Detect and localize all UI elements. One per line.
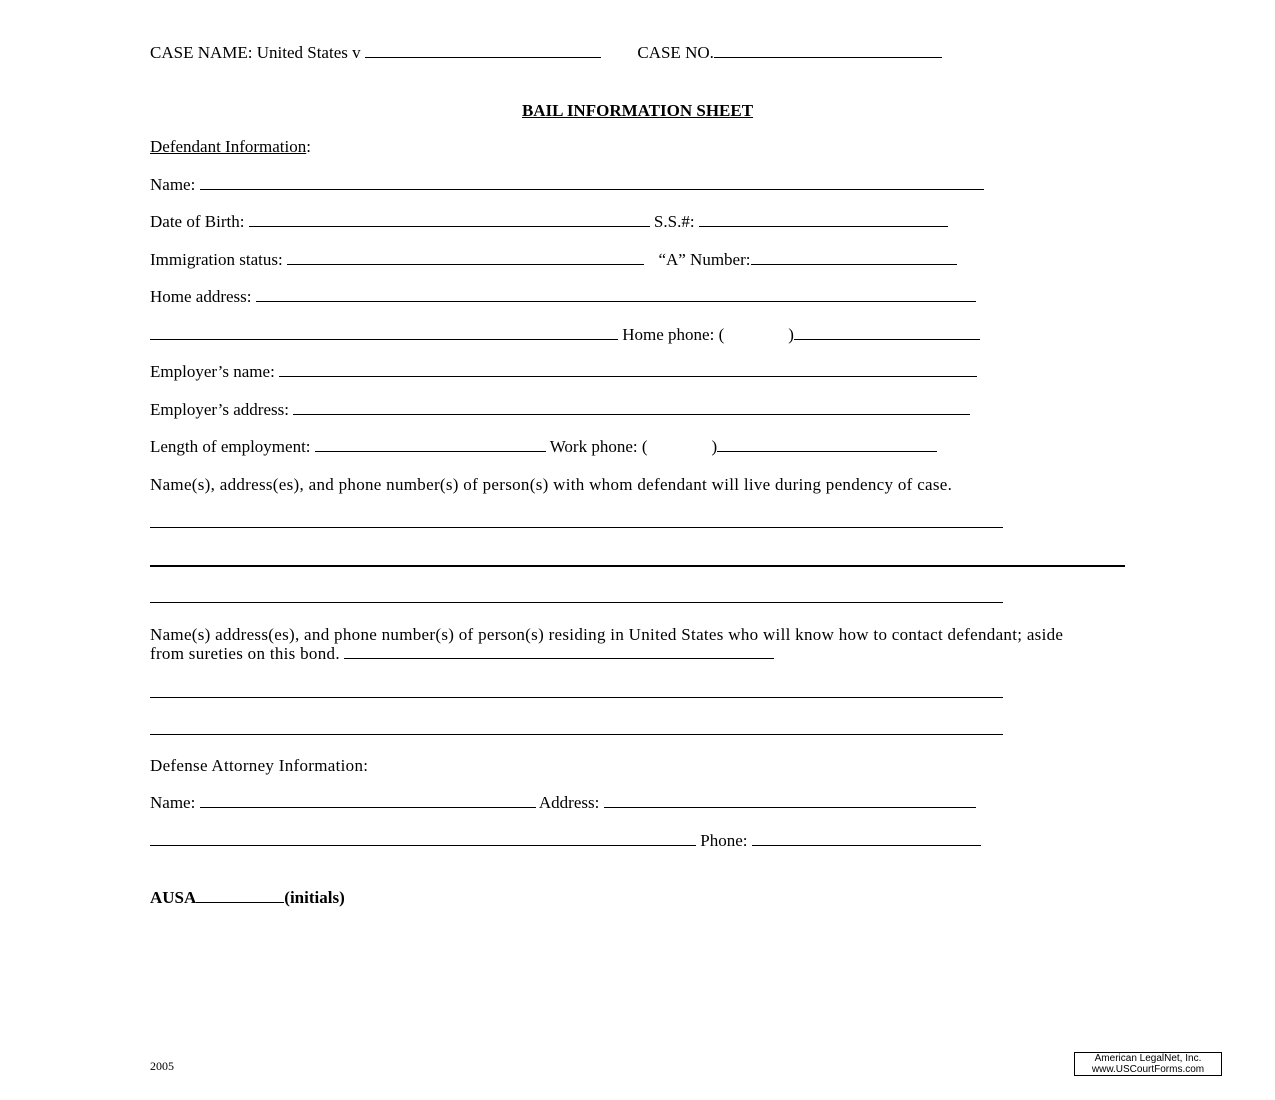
ssn-field[interactable] (699, 212, 948, 227)
immigration-field[interactable] (287, 250, 644, 265)
work-phone-close-paren: ) (711, 437, 718, 456)
case-no-label: CASE NO. (637, 43, 714, 62)
live-with-line-3[interactable] (150, 602, 1003, 603)
case-name-label: CASE NAME: United States v (150, 43, 361, 62)
contact-line-1[interactable] (150, 697, 1003, 698)
employer-address-field[interactable] (293, 400, 970, 415)
ausa-initials-label: (initials) (284, 888, 345, 907)
immigration-label: Immigration status: (150, 250, 283, 269)
ssn-label: S.S.#: (653, 212, 695, 231)
page-title: BAIL INFORMATION SHEET (521, 101, 754, 120)
defendant-section-colon: : (306, 137, 311, 156)
home-phone-field[interactable] (794, 325, 980, 340)
live-with-instructions: Name(s), address(es), and phone number(s) of person(s) with whom defendant will live during pendency of case. (150, 475, 953, 494)
work-phone-label: Work phone: ( (549, 437, 648, 456)
a-number-label: “A” Number: (658, 250, 751, 269)
live-with-line-2[interactable] (150, 565, 1125, 567)
live-with-line-1[interactable] (150, 527, 1003, 528)
attorney-address-label: Address: (538, 793, 600, 812)
defendant-section-heading (150, 137, 311, 157)
defendant-name-field[interactable] (200, 175, 984, 190)
publisher-name: American LegalNet, Inc. (1094, 1053, 1202, 1064)
ausa-row (150, 888, 345, 908)
contact-inline-field[interactable] (344, 644, 774, 659)
home-address-line2-field[interactable] (150, 325, 618, 340)
home-address-label: Home address: (150, 287, 252, 306)
employment-length-field[interactable] (315, 437, 546, 452)
dob-ssn-row (150, 212, 948, 232)
home-address-continued-row (150, 325, 980, 345)
employer-address-label: Employer’s address: (150, 400, 289, 419)
case-name-field[interactable] (365, 43, 601, 58)
dob-label: Date of Birth: (150, 212, 245, 231)
home-phone-label: Home phone: ( (622, 325, 725, 344)
contact-instructions-text: Name(s) address(es), and phone number(s) of person(s) residing in United States who will know how to contact defendant; aside from sureties on this bond. (150, 625, 1064, 663)
ausa-initials-field[interactable] (196, 888, 284, 903)
home-phone-close-paren: ) (788, 325, 794, 344)
publisher-url: www.USCourtForms.com (1091, 1064, 1205, 1075)
a-number-field[interactable] (751, 250, 957, 265)
attorney-name-address-row (150, 793, 976, 813)
attorney-name-field[interactable] (200, 793, 536, 808)
attorney-address-line2-field[interactable] (150, 831, 696, 846)
attorney-section-heading: Defense Attorney Information: (150, 756, 369, 775)
employment-row (150, 437, 937, 457)
defendant-name-row (150, 175, 984, 195)
dob-field[interactable] (249, 212, 650, 227)
attorney-phone-row (150, 831, 981, 851)
attorney-name-label: Name: (150, 793, 196, 812)
home-address-field[interactable] (256, 287, 976, 302)
publisher-stamp (1074, 1052, 1222, 1076)
defendant-section-label: Defendant Information (150, 137, 307, 156)
employer-name-row (150, 362, 977, 382)
attorney-phone-label: Phone: (700, 831, 748, 850)
attorney-phone-field[interactable] (752, 831, 981, 846)
home-address-row (150, 287, 976, 307)
form-year: 2005 (150, 1059, 174, 1073)
case-header (150, 43, 942, 63)
attorney-address-field[interactable] (604, 793, 976, 808)
employer-name-field[interactable] (279, 362, 977, 377)
immigration-row (150, 250, 957, 270)
employer-name-label: Employer’s name: (150, 362, 275, 381)
employment-length-label: Length of employment: (150, 437, 311, 456)
case-no-field[interactable] (714, 43, 942, 58)
contact-line-2[interactable] (150, 734, 1003, 735)
work-phone-field[interactable] (717, 437, 937, 452)
defendant-name-label: Name: (150, 175, 196, 194)
employer-address-row (150, 400, 970, 420)
contact-instructions (150, 626, 1100, 663)
ausa-label: AUSA (150, 888, 197, 907)
